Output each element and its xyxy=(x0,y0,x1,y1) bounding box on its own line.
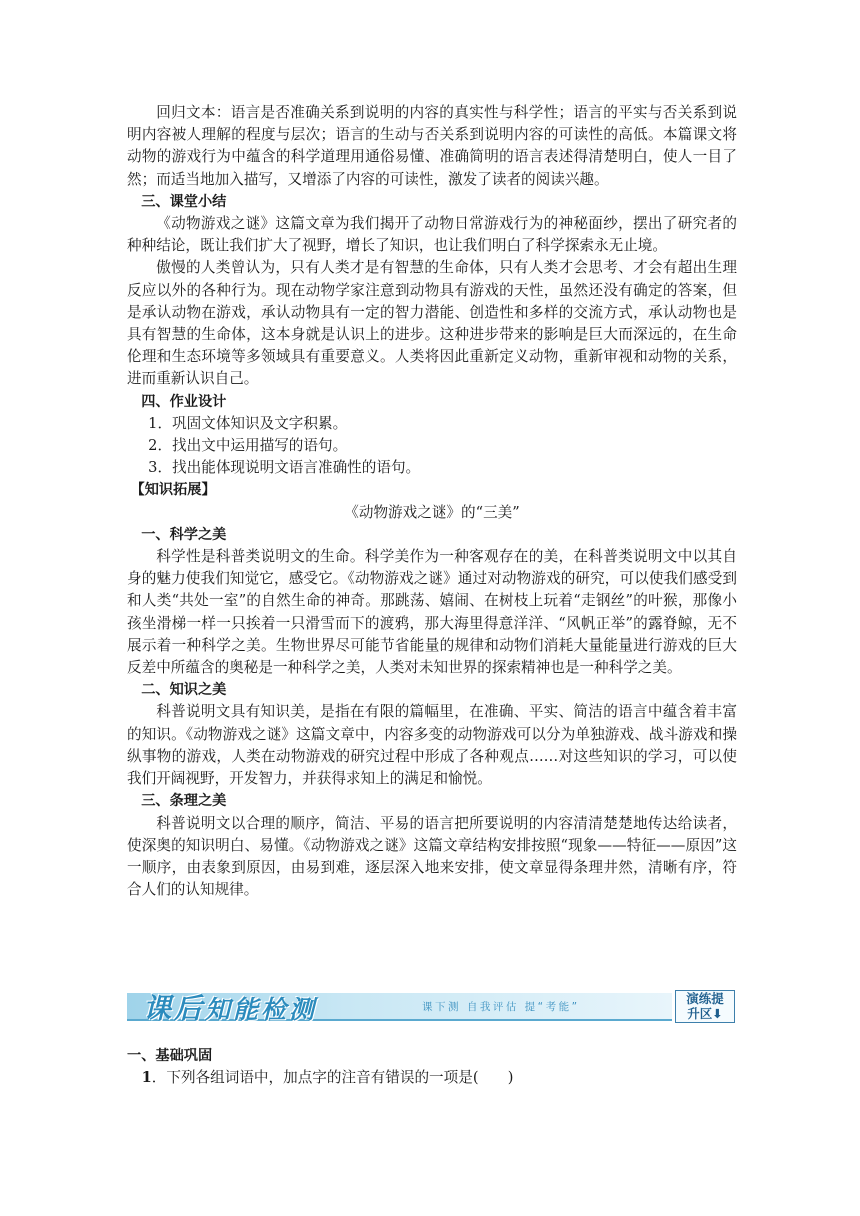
knowledge-beauty-heading: 二、知识之美 xyxy=(141,682,227,699)
after-class-banner xyxy=(127,987,737,1023)
practice-zone-box xyxy=(675,990,735,1023)
banner-title-rest: 知能检测 xyxy=(205,995,318,1024)
science-beauty-heading: 一、科学之美 xyxy=(141,526,227,543)
extension-title: 《动物游戏之谜》的“三美” xyxy=(344,503,520,521)
document-body xyxy=(127,102,737,901)
order-beauty-text: 科普说明文以合理的顺序，简洁、平易的语言把所要说明的内容清清楚楚地传达给读者，使深奥的知识明白、易懂。《动物游戏之谜》这篇文章结构安排按照“现象——特征——原因”这一顺序，由表象到原因，由易到难，逐层深入地来安排，使文章显得条理井然，清晰有序，符合人们的认知规律。 xyxy=(127,814,737,899)
homework-item: 1．巩固文体知识及文字积累。 xyxy=(148,414,348,432)
banner-title-main: 课后 xyxy=(143,992,206,1025)
practice-zone-line1: 演练提 xyxy=(686,991,724,1006)
science-beauty-text: 科学性是科普类说明文的生命。科学美作为一种客观存在的美，在科普类说明文中以其自身的魅力使我们知觉它，感受它。《动物游戏之谜》通过对动物游戏的研究，可以使我们感受到和人类“共处一室”的自然生命的神奇。那跳荡、嬉闹、在树枝上玩着“走钢丝”的叶猴，那像小孩坐滑梯一样一只挨着一只滑雪而下的渡鸦，那大海里得意洋洋、“风帆正举”的露脊鲸，无不展示着一种科学之美。生物世界尽可能节省能量的规律和动物们消耗大量能量进行游戏的巨大反差中所蕴含的奥秘是一种科学之美，人类对未知世界的探索精神也是一种科学之美。 xyxy=(127,548,737,677)
question-1-text: ．下列各组词语中，加点字的注音有错误的一项是( ) xyxy=(151,1069,514,1087)
summary-heading: 三、课堂小结 xyxy=(141,193,227,210)
order-beauty-heading: 三、条理之美 xyxy=(141,793,227,810)
knowledge-extension-label: 【知识拓展】 xyxy=(130,482,216,499)
banner-title xyxy=(143,987,317,1027)
homework-heading: 四、作业设计 xyxy=(141,393,227,410)
question-1-number: 1 xyxy=(141,1069,152,1087)
homework-item: 2．找出文中运用描写的语句。 xyxy=(148,437,348,455)
return-text-paragraph: 回归文本：语言是否准确关系到说明的内容的真实性与科学性；语言的平实与否关系到说明内容被人理解的程度与层次；语言的生动与否关系到说明内容的可读性的高低。本篇课文将动物的游戏行为中蕴含的科学道理用通俗易懂、准确简明的语言表述得清楚明白，使人一目了然；而适当地加入描写，又增添了内容的可读性，激发了读者的阅读兴趣。 xyxy=(127,104,737,188)
summary-paragraph-2: 傲慢的人类曾认为，只有人类才是有智慧的生命体，只有人类才会思考、才会有超出生理反应以外的各种行为。现在动物学家注意到动物具有游戏的天性，虽然还没有确定的答案，但是承认动物在游戏，承认动物具有一定的智力潜能、创造性和多样的交流方式，承认动物也是具有智慧的生命体，这本身就是认识上的进步。这种进步带来的影响是巨大而深远的，在生命伦理和生态环境等多领域具有重要意义。人类将因此重新定义动物，重新审视和动物的关系，进而重新认识自己。 xyxy=(127,259,737,388)
summary-paragraph-1: 《动物游戏之谜》这篇文章为我们揭开了动物日常游戏行为的神秘面纱，摆出了研究者的种种结论，既让我们扩大了视野，增长了知识，也让我们明白了科学探索永无止境。 xyxy=(127,215,737,255)
exercise-section xyxy=(127,1045,737,1089)
question-1 xyxy=(142,1067,737,1089)
banner-subtitle: 课下测 自我评估 提“考能” xyxy=(422,1001,580,1013)
basic-consolidation-heading: 一、基础巩固 xyxy=(127,1048,213,1064)
knowledge-beauty-text: 科普说明文具有知识美，是指在有限的篇幅里，在准确、平实、简洁的语言中蕴含着丰富的知识。《动物游戏之谜》这篇文章中，内容多变的动物游戏可以分为单独游戏、战斗游戏和操纵事物的游戏，人类在动物游戏的研究过程中形成了各种观点……对这些知识的学习，可以使我们开阔视野，开发智力，并获得求知上的满足和愉悦。 xyxy=(127,703,737,788)
homework-item: 3．找出能体现说明文语言准确性的语句。 xyxy=(148,459,421,477)
practice-zone-line2: 升区⬇ xyxy=(687,1006,723,1021)
